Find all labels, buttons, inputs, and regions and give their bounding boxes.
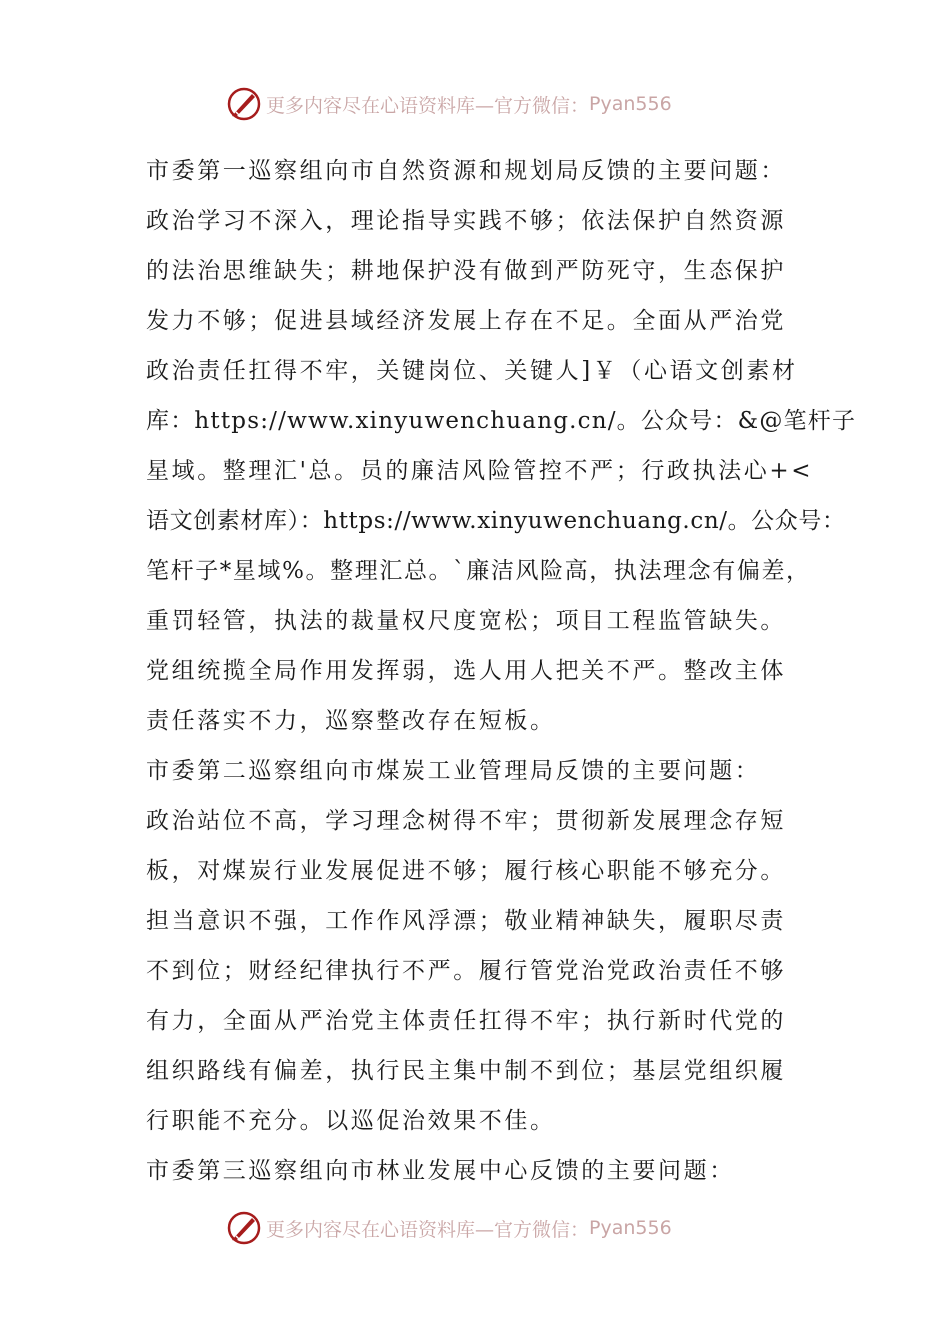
text-line: 政治站位不高，学习理念树得不牢；贯彻新发展理念存短 [146, 808, 786, 834]
text-line: 政治学习不深入，理论指导实践不够；依法保护自然资源 [146, 208, 786, 234]
quill-pen-logo-icon [226, 1210, 262, 1246]
text-line: 组织路线有偏差，执行民主集中制不到位；基层党组织履 [146, 1058, 786, 1084]
watermark-wechat-id: Pyan556 [589, 1217, 672, 1239]
footer-watermark [0, 1208, 950, 1248]
text-line: 库：https://www.xinyuwenchuang.cn/。公众号：&@笔杆子 [146, 408, 857, 434]
text-line: 语文创素材库）：https://www.xinyuwenchuang.cn/。公众号： [146, 508, 846, 534]
watermark-text: 更多内容尽在心语资料库—官方微信： [266, 94, 590, 117]
watermark-text: 更多内容尽在心语资料库—官方微信： [266, 1218, 590, 1241]
text-line: 党组统揽全局作用发挥弱，选人用人把关不严。整改主体 [146, 658, 786, 684]
text-line: 市委第一巡察组向市自然资源和规划局反馈的主要问题： [146, 158, 786, 184]
text-line: 笔杆子*星域%。整理汇总。`廉洁风险高，执法理念有偏差， [146, 558, 811, 584]
text-line: 发力不够；促进县域经济发展上存在不足。全面从严治党 [146, 308, 786, 334]
text-line: 市委第二巡察组向市煤炭工业管理局反馈的主要问题： [146, 758, 761, 784]
text-line: 市委第三巡察组向市林业发展中心反馈的主要问题： [146, 1158, 735, 1184]
text-line: 重罚轻管，执法的裁量权尺度宽松；项目工程监管缺失。 [146, 608, 786, 634]
header-watermark [0, 84, 950, 124]
text-line: 行职能不充分。以巡促治效果不佳。 [146, 1108, 556, 1134]
watermark-wechat-id: Pyan556 [589, 93, 672, 115]
quill-pen-logo-icon [226, 86, 262, 122]
text-line: 有力，全面从严治党主体责任扛得不牢；执行新时代党的 [146, 1008, 786, 1034]
text-line: 政治责任扛得不牢，关键岗位、关键人]￥（心语文创素材 [146, 358, 798, 384]
text-line: 星域。整理汇'总。员的廉洁风险管控不严；行政执法心+< [146, 458, 814, 484]
text-line: 担当意识不强，工作作风浮漂；敬业精神缺失，履职尽责 [146, 908, 786, 934]
text-line: 责任落实不力，巡察整改存在短板。 [146, 708, 556, 734]
text-line: 的法治思维缺失；耕地保护没有做到严防死守，生态保护 [146, 258, 786, 284]
text-line: 不到位；财经纪律执行不严。履行管党治党政治责任不够 [146, 958, 786, 984]
text-line: 板，对煤炭行业发展促进不够；履行核心职能不够充分。 [146, 858, 786, 884]
document-body [146, 146, 857, 1196]
